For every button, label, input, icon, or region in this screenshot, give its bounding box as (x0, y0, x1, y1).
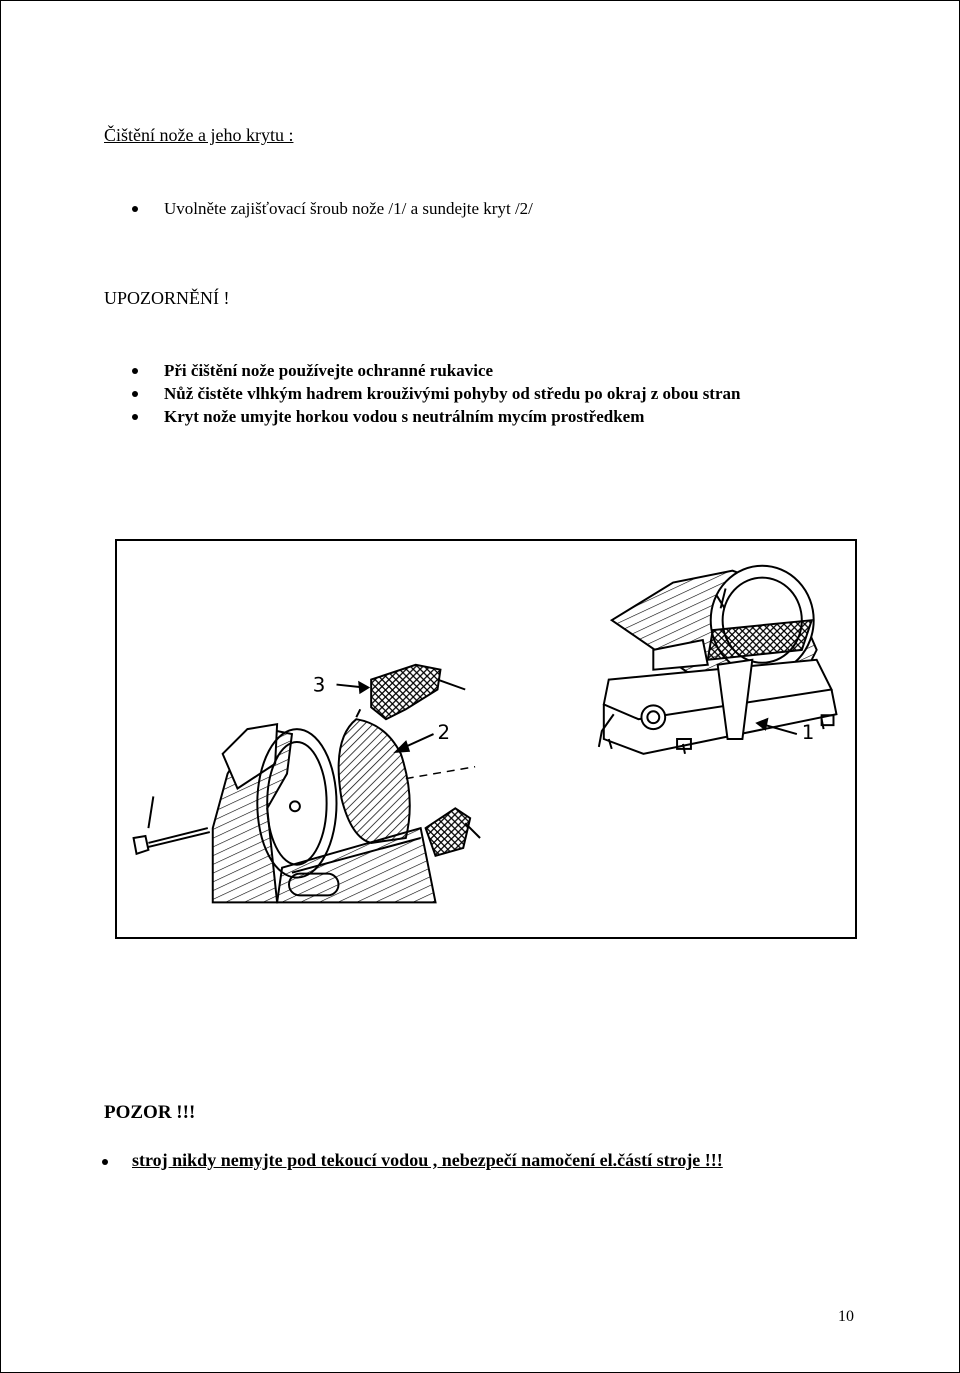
slicer-drawing (117, 541, 855, 937)
gloved-hand-lower (426, 808, 480, 856)
warning-title: UPOZORNĚNÍ ! (104, 288, 230, 308)
list-item: Uvolněte zajišťovací šroub nože /1/ a sundejte kryt /2/ (132, 197, 533, 220)
list-item: Kryt nože umyjte horkou vodou s neutrálním mycím prostředkem (132, 405, 740, 428)
gloved-hand-upper (371, 665, 465, 719)
label-2: 2 (437, 721, 451, 744)
list-item: Nůž čistěte vlhkým hadrem krouživými pohyby od středu po okraj z obou stran (132, 382, 740, 405)
list-item: Při čištění nože používejte ochranné rukavice (132, 359, 740, 382)
slicer-right (599, 566, 837, 754)
caution-item (102, 1150, 723, 1171)
caution-title: POZOR !!! (104, 1102, 196, 1123)
knob-screw (134, 796, 210, 853)
page-number: 10 (838, 1308, 854, 1325)
steps-list (132, 197, 533, 220)
label-3: 3 (312, 673, 326, 697)
section-heading: Čištění nože a jeho krytu : (104, 125, 294, 145)
slicer-illustration (115, 539, 857, 939)
caution-text: stroj nikdy nemyjte pod tekoucí vodou , nebezpečí namočení el.částí stroje !!! (132, 1150, 723, 1170)
guide-line (406, 767, 475, 779)
warning-list (132, 359, 740, 428)
blade-cover (339, 709, 410, 843)
label-1: 1 (801, 721, 815, 744)
